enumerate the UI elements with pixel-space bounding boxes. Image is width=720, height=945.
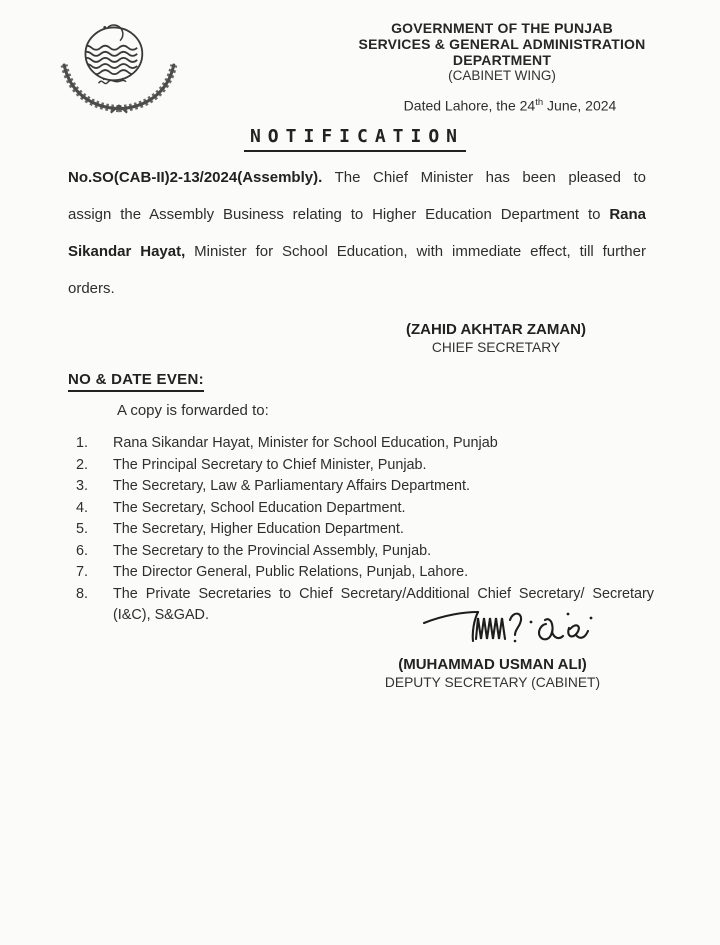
date-text-suffix: June, 2024 xyxy=(543,97,617,114)
item-text: The Secretary, School Education Department. xyxy=(113,499,406,516)
reference-number: No.SO(CAB-II)2-13/2024(Assembly). xyxy=(68,169,323,186)
cabinet-wing-line: (CABINET WING) xyxy=(448,68,556,84)
date-ordinal-suffix: th xyxy=(535,97,544,108)
item-number: 4. xyxy=(76,499,89,516)
body-text-after-name: Minister for School Education, with immediate effect, till further orders. xyxy=(68,243,646,297)
forwarding-line: A copy is forwarded to: xyxy=(117,402,269,419)
signatory-chief-secretary-designation: CHIEF SECRETARY xyxy=(431,340,561,355)
item-text: The Director General, Public Relations, Punjab, Lahore. xyxy=(113,564,469,580)
signatory-chief-secretary xyxy=(385,321,607,356)
item-number: 1. xyxy=(76,435,89,451)
item-number: 5. xyxy=(76,521,89,537)
item-text: Rana Sikandar Hayat, Minister for School Education, Punjab xyxy=(113,435,498,451)
reference-heading: NO & DATE EVEN: xyxy=(68,371,204,392)
copy-list-item xyxy=(76,519,654,541)
item-number: 6. xyxy=(76,542,89,559)
item-text: The Secretary, Higher Education Department. xyxy=(113,521,404,537)
signatory-deputy-secretary xyxy=(375,656,610,691)
minister-name: Rana Sikandar Hayat, xyxy=(68,206,646,260)
signatory-deputy-secretary-name: (MUHAMMAD USMAN ALI) xyxy=(398,656,587,673)
org-name-line3: DEPARTMENT xyxy=(452,51,552,68)
signatory-chief-secretary-name: (ZAHID AKHTAR ZAMAN) xyxy=(406,321,586,338)
signatory-deputy-secretary-designation: DEPUTY SECRETARY (CABINET) xyxy=(384,675,601,690)
item-text: The Secretary, Law & Parliamentary Affairs Department. xyxy=(113,478,470,494)
copy-list-item xyxy=(76,498,654,520)
copy-list-item xyxy=(76,541,654,563)
letterhead xyxy=(335,21,669,84)
copy-list-item xyxy=(76,455,654,477)
item-number: 8. xyxy=(76,585,89,602)
handwritten-signature-icon xyxy=(418,601,618,659)
copy-list xyxy=(76,433,654,627)
notification-title-wrap xyxy=(0,126,710,152)
item-number: 7. xyxy=(76,564,89,580)
item-text: The Private Secretaries to Chief Secretary/Additional Chief Secretary/ Secretary (I&C), S&GAD. xyxy=(113,585,654,623)
item-text: The Principal Secretary to Chief Minister, Punjab. xyxy=(113,456,427,473)
notification-title: NOTIFICATION xyxy=(244,126,466,152)
item-number: 2. xyxy=(76,456,89,473)
body-text-before-name: The Chief Minister has been pleased to assign the Assembly Business relating to Higher Education Department to xyxy=(68,169,646,223)
copy-list-item xyxy=(76,433,654,455)
item-text: The Secretary to the Provincial Assembly, Punjab. xyxy=(113,542,432,559)
date-line xyxy=(360,97,660,114)
copy-list-item xyxy=(76,476,654,498)
org-name-line2: SERVICES & GENERAL ADMINISTRATION xyxy=(358,35,646,52)
notification-body xyxy=(68,159,646,307)
org-name-line1: GOVERNMENT OF THE PUNJAB xyxy=(391,20,613,36)
date-text-prefix: Dated Lahore, the 24 xyxy=(403,97,536,114)
punjab-emblem-icon xyxy=(56,14,188,116)
item-number: 3. xyxy=(76,478,89,494)
copy-list-item xyxy=(76,562,654,584)
